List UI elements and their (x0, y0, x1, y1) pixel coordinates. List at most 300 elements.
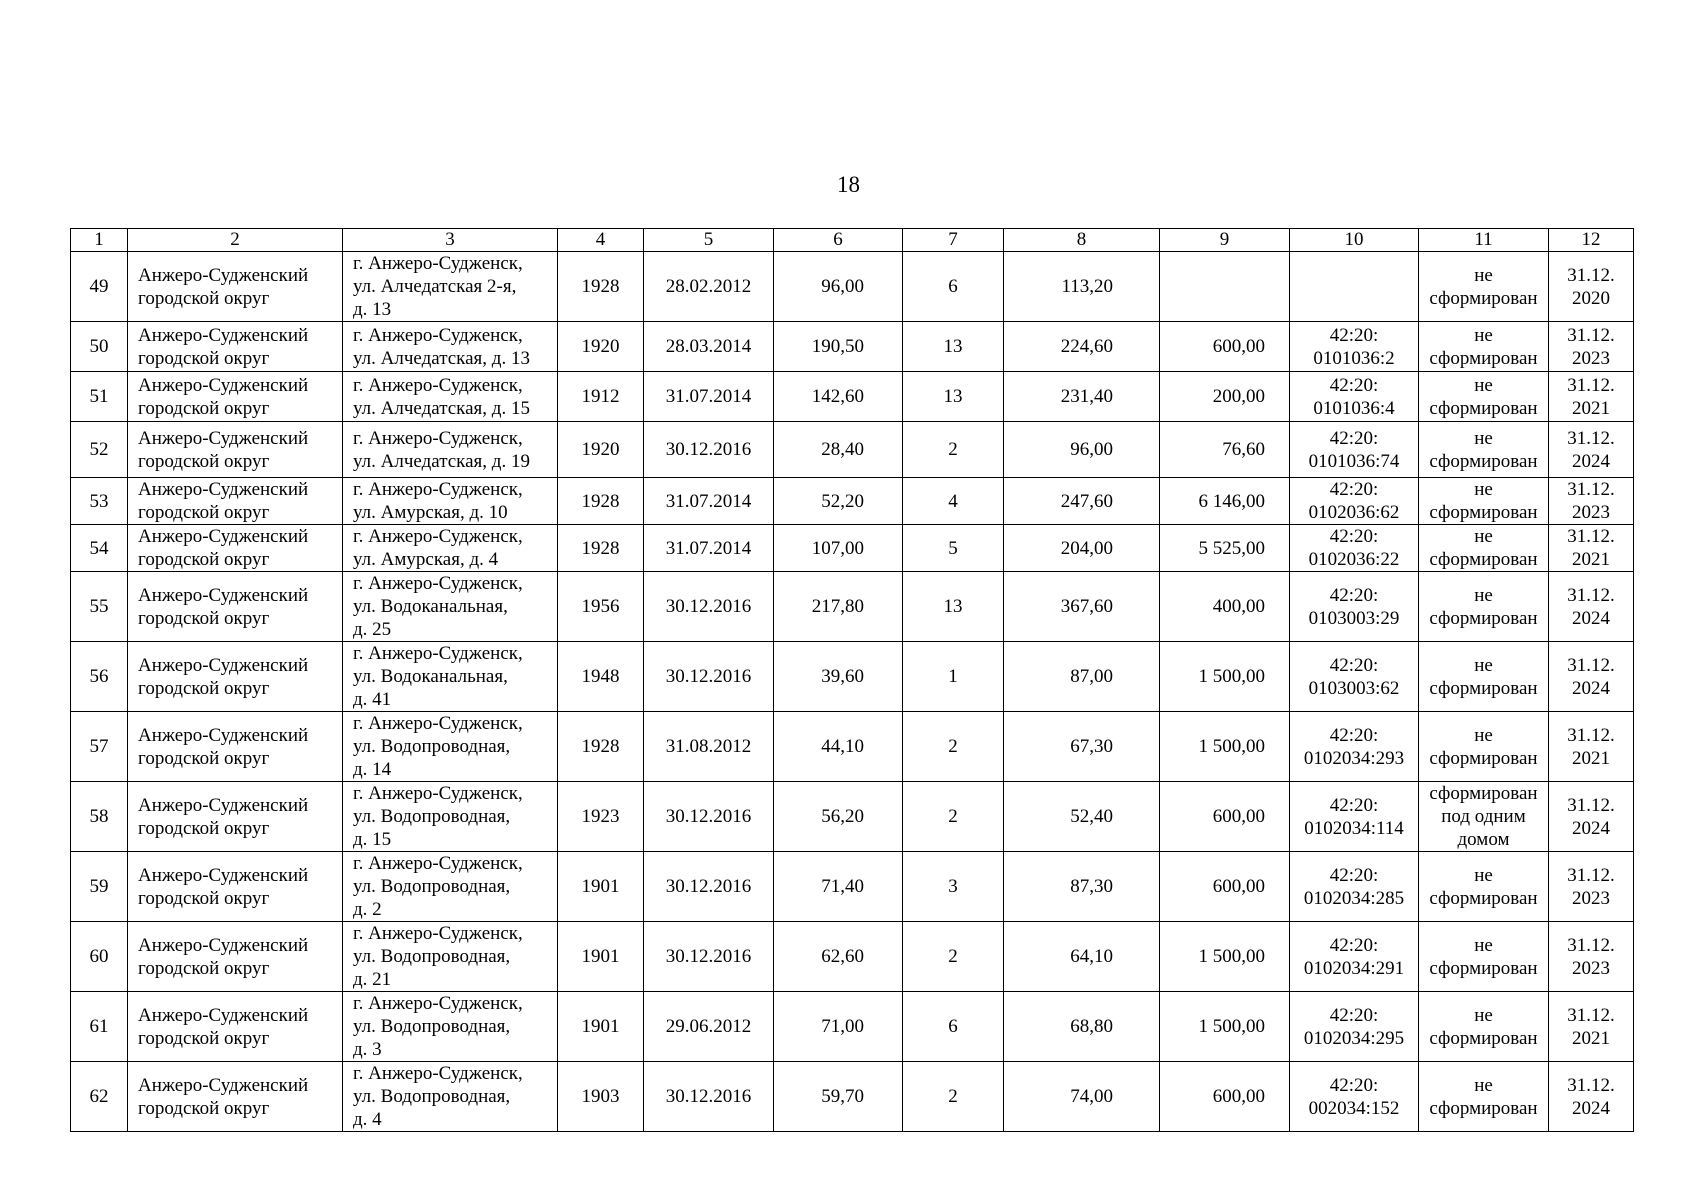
column-7-cell: 2 (903, 422, 1004, 478)
column-header-4: 4 (558, 229, 644, 252)
address-cell-line: г. Анжеро-Судженск, (353, 374, 523, 396)
cadastral-number-cell-line: 002034:152 (1308, 1097, 1400, 1119)
date-cell: 30.12.2016 (644, 922, 774, 992)
address-cell-line: г. Анжеро-Судженск, (353, 783, 523, 804)
cadastral-number-cell-line: 0101036:4 (1313, 397, 1395, 419)
deadline-cell (1549, 852, 1634, 922)
address-cell-line: ул. Алчедатская, д. 13 (353, 347, 530, 369)
municipality-cell-line: городской округ (138, 502, 270, 523)
address-cell-line: г. Анжеро-Судженск, (353, 923, 523, 944)
land-status-cell-line: не (1474, 1004, 1493, 1026)
table-row (71, 922, 1634, 992)
land-status-cell-line: не (1474, 584, 1493, 606)
table-row (71, 422, 1634, 478)
cadastral-number-cell-line: 0101036:74 (1308, 450, 1400, 472)
cadastral-number-cell (1290, 422, 1419, 478)
address-cell-line: ул. Водоканальная, (353, 596, 508, 617)
year-cell: 1912 (558, 372, 644, 422)
municipality-cell (128, 478, 343, 525)
cadastral-number-cell (1290, 992, 1419, 1062)
date-cell: 30.12.2016 (644, 572, 774, 642)
municipality-cell-line: Анжеро-Судженский (138, 427, 309, 449)
year-cell: 1948 (558, 642, 644, 712)
deadline-cell-line: 31.12. (1567, 427, 1615, 449)
column-header-6: 6 (774, 229, 903, 252)
date-cell: 31.07.2014 (644, 478, 774, 525)
table-row (71, 478, 1634, 525)
table-row (71, 322, 1634, 372)
cadastral-number-cell (1290, 642, 1419, 712)
cadastral-number-cell-line: 42:20: (1329, 324, 1379, 346)
address-cell (343, 1062, 558, 1132)
municipality-cell-line: городской округ (138, 397, 270, 419)
land-status-cell-line: не (1474, 724, 1493, 746)
municipality-cell (128, 322, 343, 372)
row-number-cell: 51 (71, 372, 128, 422)
address-cell-line: г. Анжеро-Судженск, (353, 1063, 523, 1084)
address-cell (343, 642, 558, 712)
column-header-5: 5 (644, 229, 774, 252)
land-status-cell (1419, 852, 1549, 922)
land-status-cell-line: сформирован (1429, 1027, 1538, 1049)
column-6-cell: 52,20 (774, 478, 903, 525)
deadline-cell-line: 31.12. (1567, 934, 1615, 956)
land-status-cell (1419, 478, 1549, 525)
column-6-cell: 62,60 (774, 922, 903, 992)
column-8-cell: 68,80 (1004, 992, 1160, 1062)
column-9-cell: 400,00 (1160, 572, 1290, 642)
address-cell-line: ул. Алчедатская 2-я, (353, 276, 517, 297)
address-cell (343, 422, 558, 478)
land-status-cell-line: сформирован (1429, 783, 1538, 804)
housing-registry-table (70, 228, 1634, 1132)
cadastral-number-cell-line: 42:20: (1329, 864, 1379, 886)
column-7-cell: 13 (903, 572, 1004, 642)
deadline-cell-line: 31.12. (1567, 864, 1615, 886)
municipality-cell-line: городской округ (138, 817, 270, 839)
date-cell: 30.12.2016 (644, 852, 774, 922)
column-9-cell: 1 500,00 (1160, 642, 1290, 712)
column-7-cell: 5 (903, 525, 1004, 572)
deadline-cell-line: 31.12. (1567, 324, 1615, 346)
deadline-cell-line: 2021 (1572, 1027, 1610, 1049)
cadastral-number-cell-line: 42:20: (1329, 724, 1379, 746)
column-9-cell: 600,00 (1160, 1062, 1290, 1132)
address-cell-line: ул. Водопроводная, (353, 736, 511, 757)
address-cell (343, 372, 558, 422)
cadastral-number-cell-line: 0103003:29 (1308, 607, 1400, 629)
column-8-cell: 204,00 (1004, 525, 1160, 572)
column-header-10: 10 (1290, 229, 1419, 252)
municipality-cell-line: Анжеро-Судженский (138, 1004, 309, 1026)
land-status-cell-line: сформирован (1429, 502, 1538, 523)
column-6-cell: 217,80 (774, 572, 903, 642)
address-cell-line: д. 4 (353, 1109, 382, 1130)
land-status-cell-line: не (1474, 864, 1493, 886)
municipality-cell (128, 572, 343, 642)
year-cell: 1928 (558, 478, 644, 525)
column-6-cell: 190,50 (774, 322, 903, 372)
table-row (71, 712, 1634, 782)
column-9-cell: 600,00 (1160, 322, 1290, 372)
cadastral-number-cell-line: 42:20: (1329, 374, 1379, 396)
column-6-cell: 71,00 (774, 992, 903, 1062)
address-cell-line: ул. Водопроводная, (353, 806, 511, 827)
municipality-cell-line: Анжеро-Судженский (138, 324, 309, 346)
cadastral-number-cell (1290, 252, 1419, 322)
row-number-cell: 56 (71, 642, 128, 712)
land-status-cell (1419, 992, 1549, 1062)
row-number-cell: 61 (71, 992, 128, 1062)
cadastral-number-cell-line: 42:20: (1329, 584, 1379, 606)
address-cell-line: г. Анжеро-Судженск, (353, 526, 523, 547)
cadastral-number-cell-line: 0102034:291 (1303, 957, 1405, 979)
municipality-cell-line: Анжеро-Судженский (138, 724, 309, 746)
year-cell: 1928 (558, 525, 644, 572)
column-8-cell: 247,60 (1004, 478, 1160, 525)
address-cell-line: д. 14 (353, 759, 392, 780)
address-cell-line: д. 13 (353, 299, 392, 320)
municipality-cell-line: Анжеро-Судженский (138, 794, 309, 816)
column-7-cell: 4 (903, 478, 1004, 525)
address-cell-line: г. Анжеро-Судженск, (353, 643, 523, 664)
municipality-cell-line: городской округ (138, 957, 270, 979)
cadastral-number-cell-line: 0102034:295 (1303, 1027, 1405, 1049)
date-cell: 30.12.2016 (644, 1062, 774, 1132)
column-8-cell: 367,60 (1004, 572, 1160, 642)
column-7-cell: 3 (903, 852, 1004, 922)
address-cell (343, 992, 558, 1062)
address-cell-line: г. Анжеро-Судженск, (353, 479, 523, 500)
land-status-cell-line: сформирован (1429, 287, 1538, 309)
deadline-cell (1549, 478, 1634, 525)
row-number-cell: 52 (71, 422, 128, 478)
address-cell-line: г. Анжеро-Судженск, (353, 427, 523, 449)
deadline-cell (1549, 1062, 1634, 1132)
row-number-cell: 60 (71, 922, 128, 992)
address-cell-line: г. Анжеро-Судженск, (353, 253, 523, 274)
address-cell-line: ул. Водопроводная, (353, 1016, 511, 1037)
column-6-cell: 96,00 (774, 252, 903, 322)
column-7-cell: 1 (903, 642, 1004, 712)
address-cell-line: г. Анжеро-Судженск, (353, 853, 523, 874)
deadline-cell-line: 31.12. (1567, 724, 1615, 746)
municipality-cell-line: городской округ (138, 607, 270, 629)
column-6-cell: 59,70 (774, 1062, 903, 1132)
municipality-cell-line: Анжеро-Судженский (138, 526, 309, 547)
column-9-cell (1160, 252, 1290, 322)
deadline-cell-line: 31.12. (1567, 526, 1615, 547)
land-status-cell (1419, 572, 1549, 642)
land-status-cell-line: под одним (1441, 806, 1526, 827)
deadline-cell-line: 2021 (1572, 397, 1610, 419)
address-cell (343, 525, 558, 572)
cadastral-number-cell (1290, 922, 1419, 992)
column-6-cell: 39,60 (774, 642, 903, 712)
municipality-cell-line: Анжеро-Судженский (138, 479, 309, 500)
cadastral-number-cell-line: 0102034:293 (1303, 747, 1405, 769)
municipality-cell (128, 992, 343, 1062)
deadline-cell (1549, 782, 1634, 852)
column-header-11: 11 (1419, 229, 1549, 252)
date-cell: 31.07.2014 (644, 525, 774, 572)
row-number-cell: 59 (71, 852, 128, 922)
address-cell-line: г. Анжеро-Судженск, (353, 324, 523, 346)
column-8-cell: 87,00 (1004, 642, 1160, 712)
address-cell-line: д. 21 (353, 969, 392, 990)
cadastral-number-cell (1290, 852, 1419, 922)
deadline-cell-line: 2023 (1572, 957, 1610, 979)
deadline-cell (1549, 322, 1634, 372)
address-cell-line: д. 2 (353, 899, 382, 920)
deadline-cell (1549, 572, 1634, 642)
cadastral-number-cell-line: 0102034:114 (1304, 817, 1404, 839)
cadastral-number-cell-line: 42:20: (1329, 1074, 1379, 1096)
cadastral-number-cell-line: 42:20: (1329, 479, 1379, 500)
municipality-cell-line: Анжеро-Судженский (138, 264, 309, 286)
table-row (71, 525, 1634, 572)
cadastral-number-cell-line: 0101036:2 (1313, 347, 1395, 369)
column-9-cell: 6 146,00 (1160, 478, 1290, 525)
address-cell (343, 322, 558, 372)
deadline-cell-line: 2024 (1572, 450, 1610, 472)
municipality-cell-line: городской округ (138, 450, 270, 472)
cadastral-number-cell-line: 42:20: (1329, 1004, 1379, 1026)
date-cell: 29.06.2012 (644, 992, 774, 1062)
deadline-cell-line: 31.12. (1567, 479, 1615, 500)
land-status-cell-line: сформирован (1429, 887, 1538, 909)
column-6-cell: 56,20 (774, 782, 903, 852)
cadastral-number-cell-line: 0102036:62 (1308, 502, 1400, 523)
address-cell-line: ул. Алчедатская, д. 15 (353, 397, 530, 419)
cadastral-number-cell-line: 0102036:22 (1308, 549, 1400, 570)
address-cell-line: д. 15 (353, 829, 392, 850)
address-cell-line: г. Анжеро-Судженск, (353, 573, 523, 594)
municipality-cell (128, 712, 343, 782)
municipality-cell-line: Анжеро-Судженский (138, 864, 309, 886)
column-header-8: 8 (1004, 229, 1160, 252)
deadline-cell-line: 31.12. (1567, 1004, 1615, 1026)
table-row (71, 252, 1634, 322)
date-cell: 28.03.2014 (644, 322, 774, 372)
municipality-cell (128, 525, 343, 572)
year-cell: 1928 (558, 252, 644, 322)
address-cell-line: ул. Водопроводная, (353, 946, 511, 967)
column-9-cell: 600,00 (1160, 852, 1290, 922)
address-cell (343, 252, 558, 322)
cadastral-number-cell-line: 42:20: (1329, 526, 1379, 547)
table-row (71, 992, 1634, 1062)
column-header-12: 12 (1549, 229, 1634, 252)
land-status-cell (1419, 922, 1549, 992)
cadastral-number-cell-line: 42:20: (1329, 427, 1379, 449)
year-cell: 1901 (558, 922, 644, 992)
land-status-cell-line: сформирован (1429, 677, 1538, 699)
column-8-cell: 224,60 (1004, 322, 1160, 372)
land-status-cell (1419, 322, 1549, 372)
date-cell: 31.08.2012 (644, 712, 774, 782)
land-status-cell-line: сформирован (1429, 957, 1538, 979)
municipality-cell (128, 642, 343, 712)
address-cell-line: ул. Водоканальная, (353, 666, 508, 687)
address-cell-line: ул. Алчедатская, д. 19 (353, 450, 530, 472)
deadline-cell-line: 31.12. (1567, 264, 1615, 286)
land-status-cell-line: сформирован (1429, 1097, 1538, 1119)
column-8-cell: 113,20 (1004, 252, 1160, 322)
date-cell: 30.12.2016 (644, 782, 774, 852)
page-number: 18 (837, 172, 860, 197)
deadline-cell (1549, 252, 1634, 322)
deadline-cell-line: 31.12. (1567, 794, 1615, 816)
column-8-cell: 52,40 (1004, 782, 1160, 852)
table-row (71, 782, 1634, 852)
land-status-cell-line: не (1474, 526, 1493, 547)
column-header-3: 3 (343, 229, 558, 252)
year-cell: 1928 (558, 712, 644, 782)
column-header-1: 1 (71, 229, 128, 252)
land-status-cell-line: сформирован (1429, 347, 1538, 369)
column-7-cell: 2 (903, 1062, 1004, 1132)
column-6-cell: 142,60 (774, 372, 903, 422)
column-7-cell: 2 (903, 922, 1004, 992)
address-cell-line: ул. Амурская, д. 10 (353, 502, 508, 523)
land-status-cell-line: сформирован (1429, 549, 1538, 570)
year-cell: 1901 (558, 852, 644, 922)
cadastral-number-cell (1290, 1062, 1419, 1132)
municipality-cell-line: Анжеро-Судженский (138, 934, 309, 956)
address-cell-line: г. Анжеро-Судженск, (353, 993, 523, 1014)
deadline-cell-line: 2023 (1572, 502, 1610, 523)
date-cell: 31.07.2014 (644, 372, 774, 422)
column-6-cell: 107,00 (774, 525, 903, 572)
year-cell: 1923 (558, 782, 644, 852)
table-row (71, 1062, 1634, 1132)
column-9-cell: 600,00 (1160, 782, 1290, 852)
municipality-cell-line: городской округ (138, 347, 270, 369)
land-status-cell (1419, 782, 1549, 852)
address-cell (343, 572, 558, 642)
table-row (71, 572, 1634, 642)
column-8-cell: 231,40 (1004, 372, 1160, 422)
land-status-cell (1419, 642, 1549, 712)
table-body (71, 252, 1634, 1132)
address-cell-line: ул. Водопроводная, (353, 876, 511, 897)
land-status-cell-line: не (1474, 264, 1493, 286)
column-6-cell: 28,40 (774, 422, 903, 478)
column-header-2: 2 (128, 229, 343, 252)
municipality-cell (128, 852, 343, 922)
address-cell (343, 782, 558, 852)
municipality-cell-line: городской округ (138, 677, 270, 699)
year-cell: 1901 (558, 992, 644, 1062)
deadline-cell-line: 2024 (1572, 817, 1610, 839)
deadline-cell-line: 2021 (1572, 747, 1610, 769)
deadline-cell-line: 2023 (1572, 887, 1610, 909)
row-number-cell: 49 (71, 252, 128, 322)
row-number-cell: 58 (71, 782, 128, 852)
deadline-cell-line: 2024 (1572, 607, 1610, 629)
address-cell (343, 852, 558, 922)
municipality-cell-line: Анжеро-Судженский (138, 654, 309, 676)
column-6-cell: 44,10 (774, 712, 903, 782)
column-9-cell: 1 500,00 (1160, 922, 1290, 992)
municipality-cell-line: городской округ (138, 887, 270, 909)
deadline-cell (1549, 525, 1634, 572)
land-status-cell-line: не (1474, 479, 1493, 500)
row-number-cell: 54 (71, 525, 128, 572)
date-cell: 28.02.2012 (644, 252, 774, 322)
land-status-cell (1419, 372, 1549, 422)
deadline-cell-line: 31.12. (1567, 584, 1615, 606)
cadastral-number-cell (1290, 322, 1419, 372)
address-cell-line: д. 3 (353, 1039, 382, 1060)
year-cell: 1920 (558, 422, 644, 478)
municipality-cell-line: Анжеро-Судженский (138, 374, 309, 396)
year-cell: 1956 (558, 572, 644, 642)
cadastral-number-cell (1290, 712, 1419, 782)
date-cell: 30.12.2016 (644, 642, 774, 712)
address-cell (343, 922, 558, 992)
column-9-cell: 5 525,00 (1160, 525, 1290, 572)
municipality-cell-line: городской округ (138, 287, 270, 309)
municipality-cell (128, 372, 343, 422)
municipality-cell-line: городской округ (138, 747, 270, 769)
column-7-cell: 2 (903, 782, 1004, 852)
cadastral-number-cell-line: 42:20: (1329, 654, 1379, 676)
address-cell (343, 478, 558, 525)
address-cell-line: ул. Амурская, д. 4 (353, 549, 499, 570)
row-number-cell: 62 (71, 1062, 128, 1132)
table-row (71, 372, 1634, 422)
deadline-cell (1549, 922, 1634, 992)
cadastral-number-cell-line: 0102034:285 (1303, 887, 1405, 909)
deadline-cell-line: 31.12. (1567, 374, 1615, 396)
land-status-cell-line: не (1474, 324, 1493, 346)
column-9-cell: 1 500,00 (1160, 712, 1290, 782)
address-cell (343, 712, 558, 782)
row-number-cell: 50 (71, 322, 128, 372)
land-status-cell-line: домом (1457, 829, 1510, 850)
column-header-7: 7 (903, 229, 1004, 252)
deadline-cell-line: 2021 (1572, 549, 1610, 570)
cadastral-number-cell (1290, 525, 1419, 572)
address-cell-line: д. 41 (353, 689, 392, 710)
deadline-cell (1549, 422, 1634, 478)
deadline-cell (1549, 992, 1634, 1062)
municipality-cell (128, 782, 343, 852)
deadline-cell (1549, 642, 1634, 712)
column-8-cell: 74,00 (1004, 1062, 1160, 1132)
deadline-cell (1549, 712, 1634, 782)
cadastral-number-cell-line: 42:20: (1329, 794, 1379, 816)
land-status-cell-line: не (1474, 934, 1493, 956)
land-status-cell-line: не (1474, 374, 1493, 396)
deadline-cell-line: 2024 (1572, 1097, 1610, 1119)
column-7-cell: 6 (903, 992, 1004, 1062)
column-9-cell: 76,60 (1160, 422, 1290, 478)
year-cell: 1903 (558, 1062, 644, 1132)
column-8-cell: 67,30 (1004, 712, 1160, 782)
column-7-cell: 13 (903, 372, 1004, 422)
land-status-cell (1419, 422, 1549, 478)
column-9-cell: 1 500,00 (1160, 992, 1290, 1062)
land-status-cell-line: не (1474, 1074, 1493, 1096)
column-7-cell: 13 (903, 322, 1004, 372)
cadastral-number-cell (1290, 372, 1419, 422)
row-number-cell: 57 (71, 712, 128, 782)
cadastral-number-cell-line: 0103003:62 (1308, 677, 1400, 699)
column-8-cell: 64,10 (1004, 922, 1160, 992)
